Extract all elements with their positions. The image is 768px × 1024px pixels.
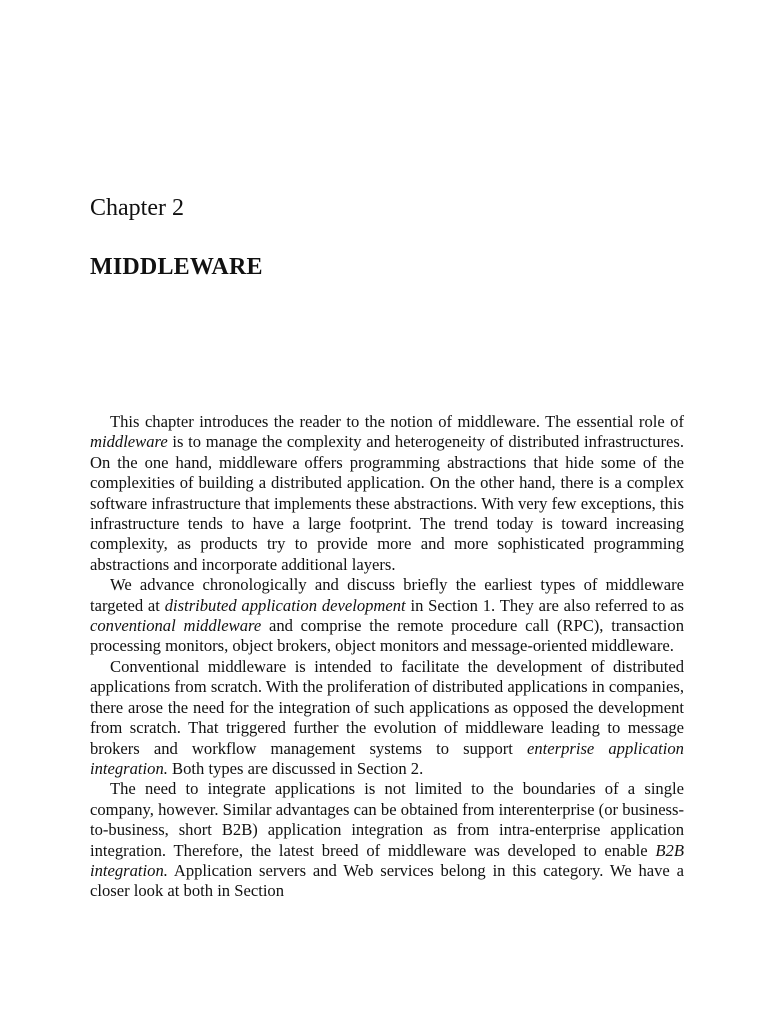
text-run: Application servers and Web services belong in this category. We have a closer look at both in Section — [90, 860, 684, 901]
chapter-number: Chapter 2 — [90, 195, 184, 221]
text-run: Both types are discussed in Section 2. — [167, 758, 424, 778]
emphasis-term: middleware — [90, 432, 168, 452]
emphasis-term: enterprise application integration. — [90, 738, 684, 778]
paragraph-b2b-integration — [90, 779, 684, 901]
text-run: The need to integrate applications is not limited to the boundaries of a single company, however. Similar advantages can be obtained from interenterprise (or business-to-business, short B2B) application integration as from intra-enterprise application integration. Therefore, the latest breed of middleware was developed to enable — [90, 779, 684, 860]
paragraph-enterprise-integration — [90, 657, 684, 779]
emphasis-term: distributed application development — [164, 595, 406, 615]
chapter-body — [90, 412, 684, 902]
text-run: in Section 1. They are also referred to as — [405, 595, 684, 615]
emphasis-term: conventional middleware — [90, 616, 262, 636]
text-run: is to manage the complexity and heterogeneity of distributed infrastructures. On the one hand, middleware offers programming abstractions that hide some of the complexities of building a distributed application. On the other hand, there is a complex software infrastructure that implements these abstractions. With very few exceptions, this infrastructure tends to have a large footprint. The trend today is toward increasing complexity, as products try to provide more and more sophisticated programming abstractions and incorporate additional layers. — [90, 432, 684, 574]
chapter-title: MIDDLEWARE — [90, 254, 263, 280]
text-run: Conventional middleware is intended to facilitate the development of distributed applications from scratch. With the proliferation of distributed applications in companies, there arose the need for the integration of such applications as opposed the development from scratch. That triggered further the evolution of middleware leading to message brokers and workflow management systems to support — [90, 656, 684, 758]
paragraph-intro — [90, 412, 684, 575]
text-run: We advance chronologically and discuss briefly the earliest types of middleware targeted at — [90, 575, 684, 615]
emphasis-term: B2B integration. — [90, 840, 684, 880]
text-run: and comprise the remote procedure call (RPC), transaction processing monitors, object brokers, object monitors and message-oriented middleware. — [90, 616, 685, 656]
text-run: This chapter introduces the reader to the notion of middleware. The essential role of — [110, 412, 684, 431]
paragraph-conventional-middleware — [90, 575, 684, 657]
